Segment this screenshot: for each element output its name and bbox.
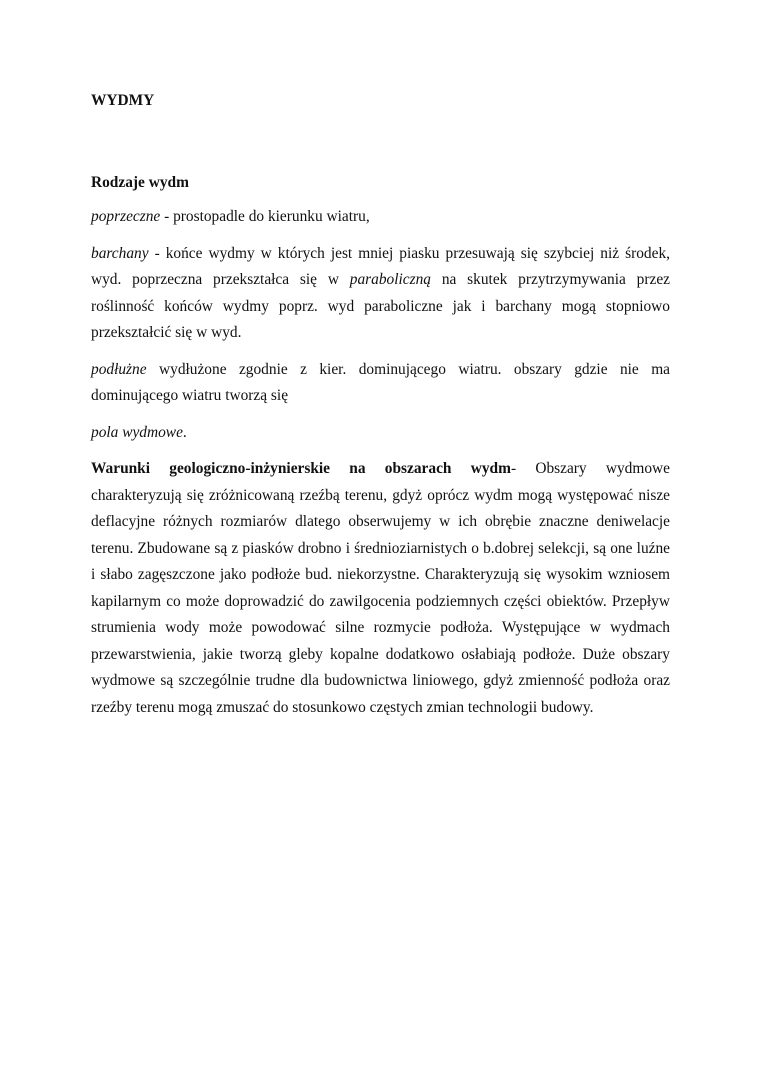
term-barchans: barchany — [91, 244, 149, 262]
paragraph-longitudinal-dunes — [91, 357, 670, 410]
document-title: WYDMY — [91, 92, 155, 109]
term-transverse: poprzeczne — [91, 208, 161, 225]
paragraph-text: wydłużone zgodnie z kier. dominującego wiatru. obszary gdzie nie ma dominującego wiatru tworzą się — [91, 360, 670, 404]
term-longitudinal: podłużne — [91, 360, 147, 378]
term-dune-fields: pola wydmowe — [91, 423, 183, 441]
paragraph-text: - prostopadle do kierunku wiatru, — [160, 208, 370, 225]
paragraph-text: na skutek przytrzymywania przez roślinność końców wydmy poprz. wyd paraboliczne jak i barchany mogą stopniowo przekształcić się w wyd. — [91, 271, 670, 341]
paragraph-text: . — [182, 423, 187, 441]
section-heading-dune-types: Rodzaje wydm — [91, 174, 189, 191]
paragraph-text: - Obszary wydmowe charakteryzują się zróżnicowaną rzeźbą terenu, gdyż oprócz wydm mogą występować nisze deflacyjne różnych rozmiarów dlatego obserwujemy w ich obrębie znaczne deniwelacje terenu. Zbudowane są z piasków drobno i średnioziarnistych o b.dobrej selekcji, są one luźne i słabo zagęszczone jako podłoże bud. niekorzystne. Charakteryzują się wysokim wzniosem kapilarnym co może doprowadzić do zawilgocenia podziemnych części obiektów. Przepływ strumienia wody może powodować silne rozmycie podłoża. Występujące w wydmach przewarstwienia, jakie tworzą gleby kopalne dodatkowo osłabiają podłoże. Duże obszary wydmowe są szczególnie trudne dla budownictwa liniowego, gdyż zmienność podłoża oraz rzeźby terenu mogą zmuszać do stosunkowo częstych zmian technologii budowy. — [91, 460, 670, 716]
paragraph-text: - końce wydmy w których jest mniej piasku przesuwają się szybciej niż środek, wyd. poprzeczna przekształca się w — [91, 244, 670, 288]
paragraph-dune-fields — [91, 420, 670, 447]
paragraph-transverse-dunes — [91, 204, 670, 231]
paragraph-engineering-conditions — [91, 456, 670, 721]
heading-engineering-conditions: Warunki geologiczno-inżynierskie na obszarach wydm — [91, 460, 511, 477]
paragraph-barchans — [91, 241, 670, 347]
document-body — [91, 88, 670, 721]
term-parabolic: paraboliczną — [349, 271, 431, 288]
